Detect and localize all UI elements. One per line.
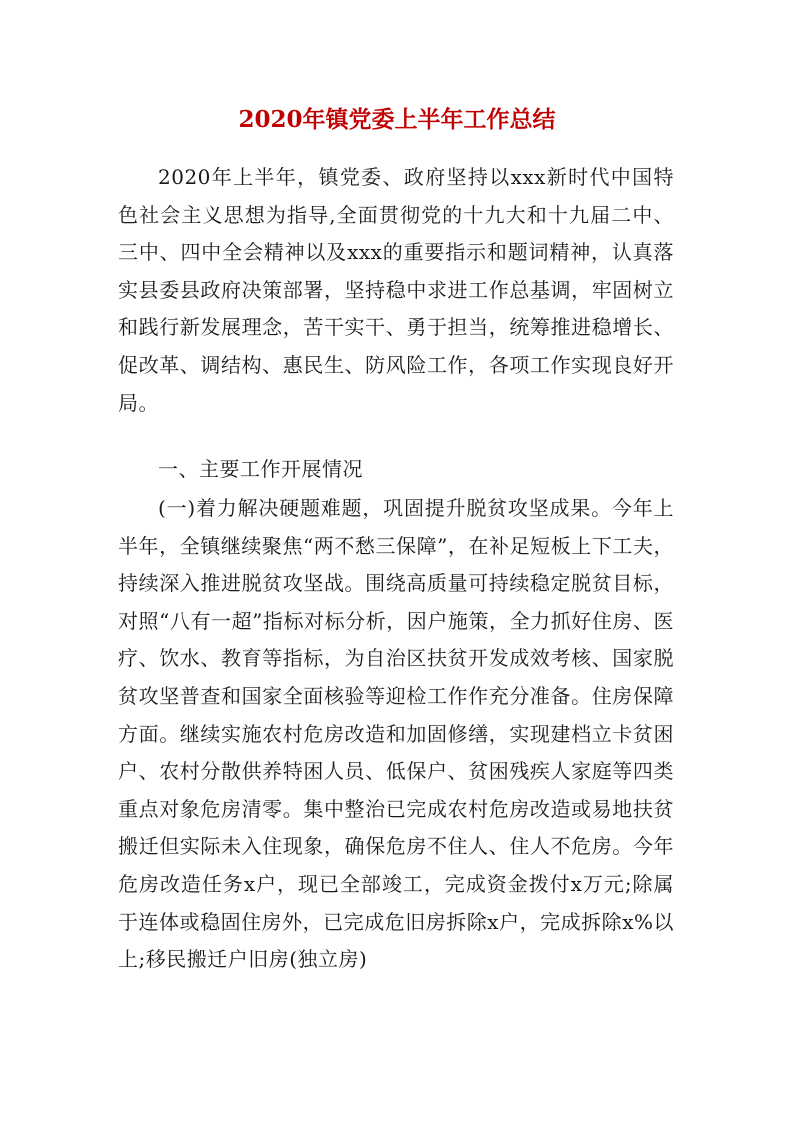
body-paragraph: (一)着力解决硬题难题，巩固提升脱贫攻坚成果。今年上半年，全镇继续聚焦“两不愁三保障”，在补足短板上下工夫，持续深入推进脱贫攻坚战。围绕高质量可持续稳定脱贫目标，对照“八有一超”指标对标分析，因户施策，全力抓好住房、医疗、饮水、教育等指标，为自治区扶贫开发成效考核、国家脱贫攻坚普查和国家全面核验等迎检工作作充分准备。住房保障方面。继续实施农村危房改造和加固修缮，实现建档立卡贫困户、农村分散供养特困人员、低保户、贫困残疾人家庭等四类重点对象危房清零。集中整治已完成农村危房改造或易地扶贫搬迁但实际未入住现象，确保危房不住人、住人不危房。今年危房改造任务x户，现已全部竣工，完成资金拨付x万元;除属于连体或稳固住房外，已完成危旧房拆除x户，完成拆除x%以上;移民搬迁户旧房(独立房) [118,496,674,972]
document-title: 2020年镇党委上半年工作总结 [238,106,556,133]
section-heading: 一、主要工作开展情况 [158,457,363,481]
intro-paragraph: 2020年上半年，镇党委、政府坚持以xxx新时代中国特色社会主义思想为指导,全面贯彻党的十九大和十九届二中、三中、四中全会精神以及xxx的重要指示和题词精神，认真落实县委县政府决策部署，坚持稳中求进工作总基调，牢固树立和践行新发展理念，苦干实干、勇于担当，统筹推进稳增长、促改革、调结构、惠民生、防风险工作，各项工作实现良好开局。 [118,165,674,415]
